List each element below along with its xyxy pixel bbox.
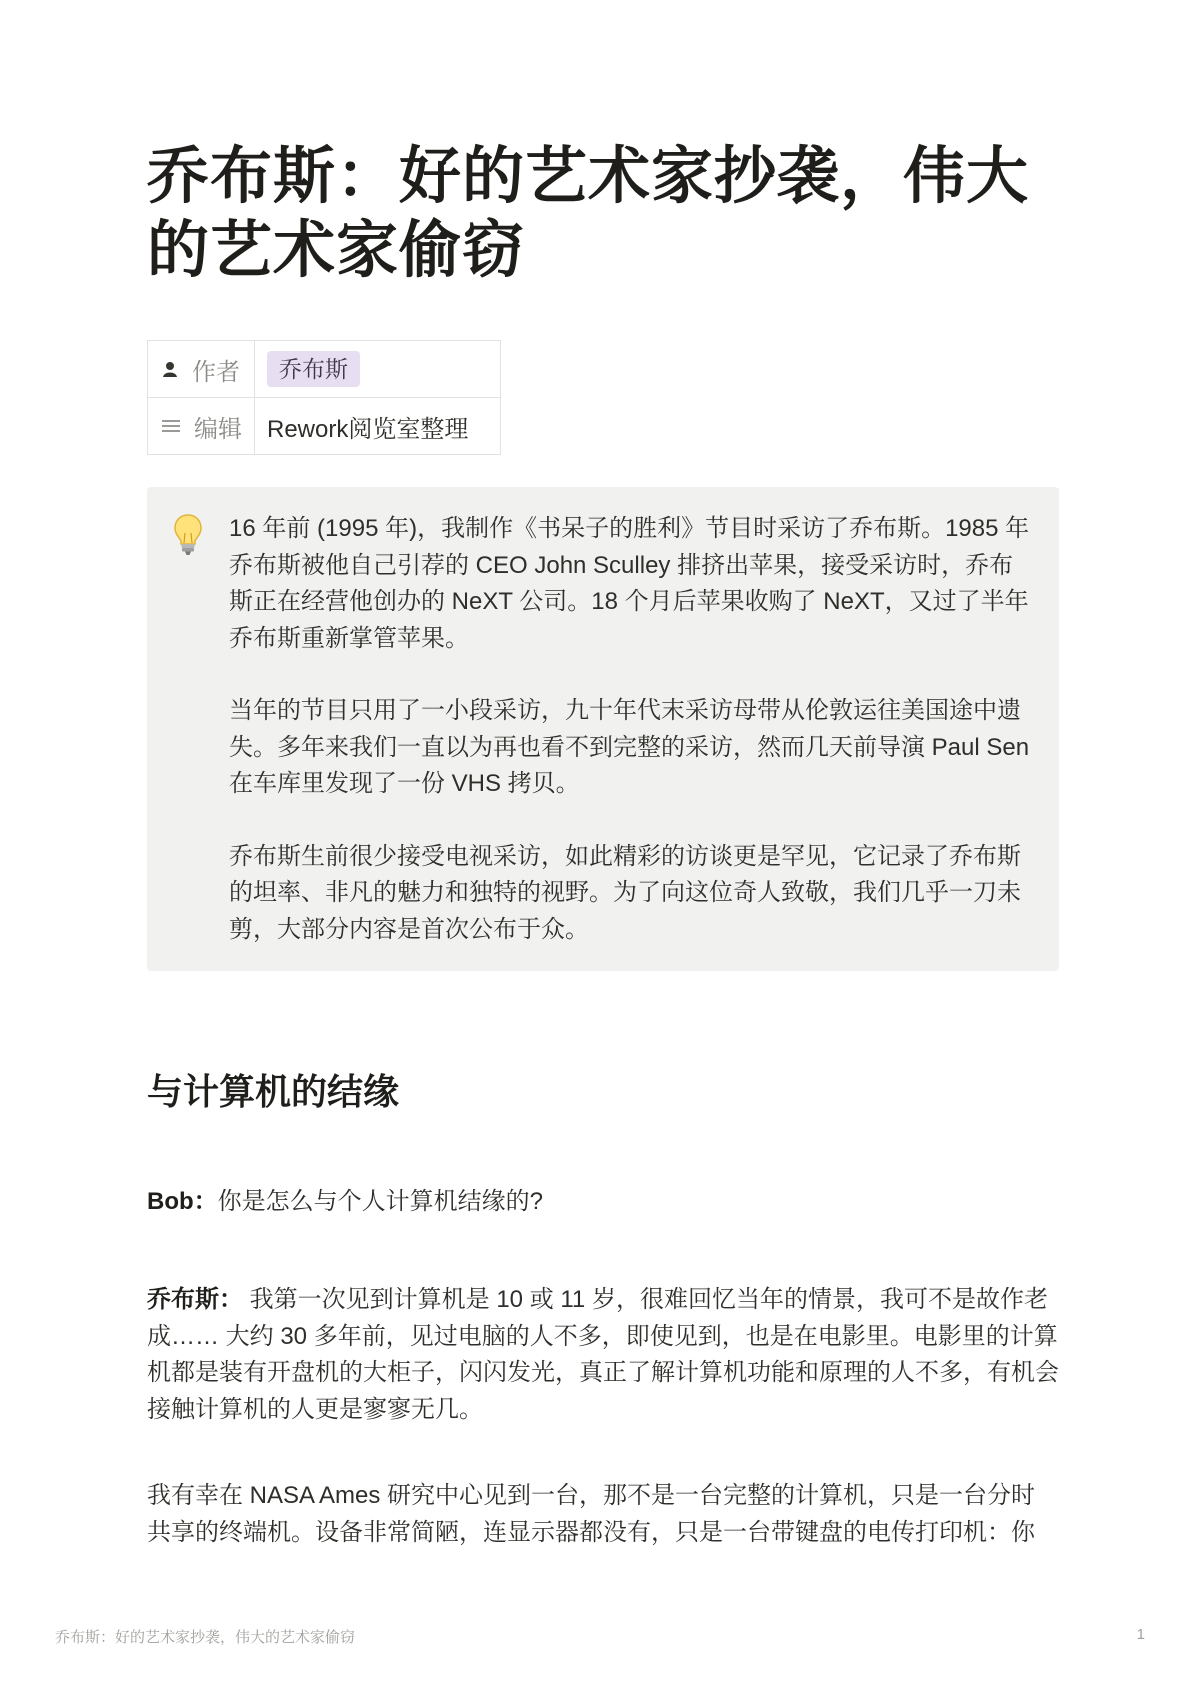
- property-key-editor: 编辑: [194, 415, 242, 443]
- qa-paragraph: [147, 1184, 1059, 1221]
- person-icon: [162, 360, 178, 378]
- text-lines-icon: [162, 418, 180, 434]
- callout-paragraph: 当年的节目只用了一小段采访，九十年代末采访母带从伦敦运往美国途中遗失。多年来我们一直以为再也看不到完整的采访，然而几天前导演 Paul Sen 在车库里发现了一份 VHS 拷贝。: [229, 697, 1030, 797]
- page-title: 乔布斯：好的艺术家抄袭，伟大的艺术家偷窃: [147, 142, 1030, 285]
- lightbulb-icon: [173, 513, 203, 557]
- callout-paragraph: 16 年前 (1995 年)，我制作《书呆子的胜利》节目时采访了乔布斯。1985 年乔布斯被他自己引荐的 CEO John Sculley 排挤出苹果，接受采访时，乔布斯正在经营他创办的 NeXT 公司。18 个月后苹果收购了 NeXT，又过了半年乔布斯重新掌管苹果。: [229, 515, 1030, 652]
- qa-text: 我第一次见到计算机是 10 或 11 岁，很难回忆当年的情景，我可不是故作老成…… 大约 30 多年前，见过电脑的人不多，即使见到，也是在电影里。电影里的计算机都是装有开盘机的大柜子，闪闪发光，真正了解计算机功能和原理的人不多，有机会接触计算机的人更是寥寥无几。: [147, 1286, 1059, 1423]
- callout-paragraph: 乔布斯生前很少接受电视采访，如此精彩的访谈更是罕见，它记录了乔布斯的坦率、非凡的魅力和独特的视野。为了向这位奇人致敬，我们几乎一刀未剪，大部分内容是首次公布于众。: [229, 842, 1021, 943]
- page-footer: [55, 1626, 1145, 1647]
- section-heading: 与计算机的结缘: [147, 1071, 400, 1112]
- qa-text: 你是怎么与个人计算机结缘的?: [217, 1188, 544, 1215]
- speaker-label: 乔布斯：: [147, 1286, 243, 1313]
- body-paragraph: 我有幸在 NASA Ames 研究中心见到一台，那不是一台完整的计算机，只是一台分时共享的终端机。设备非常简陋，连显示器都没有，只是一台带键盘的电传打印机：你: [147, 1482, 1036, 1546]
- property-value-editor[interactable]: Rework阅览室整理: [255, 398, 501, 455]
- speaker-label: Bob：: [147, 1188, 218, 1215]
- properties-table: [147, 340, 501, 455]
- property-key-author: 作者: [192, 358, 240, 386]
- page-number: 1: [1136, 1626, 1145, 1643]
- qa-paragraph: [147, 1282, 1059, 1428]
- author-tag[interactable]: 乔布斯: [267, 351, 360, 387]
- footer-title: 乔布斯：好的艺术家抄袭，伟大的艺术家偷窃: [55, 1629, 356, 1646]
- property-row-author[interactable]: [148, 341, 501, 398]
- intro-callout: [147, 487, 1059, 971]
- callout-body: [229, 511, 1037, 984]
- property-row-editor[interactable]: [148, 398, 501, 455]
